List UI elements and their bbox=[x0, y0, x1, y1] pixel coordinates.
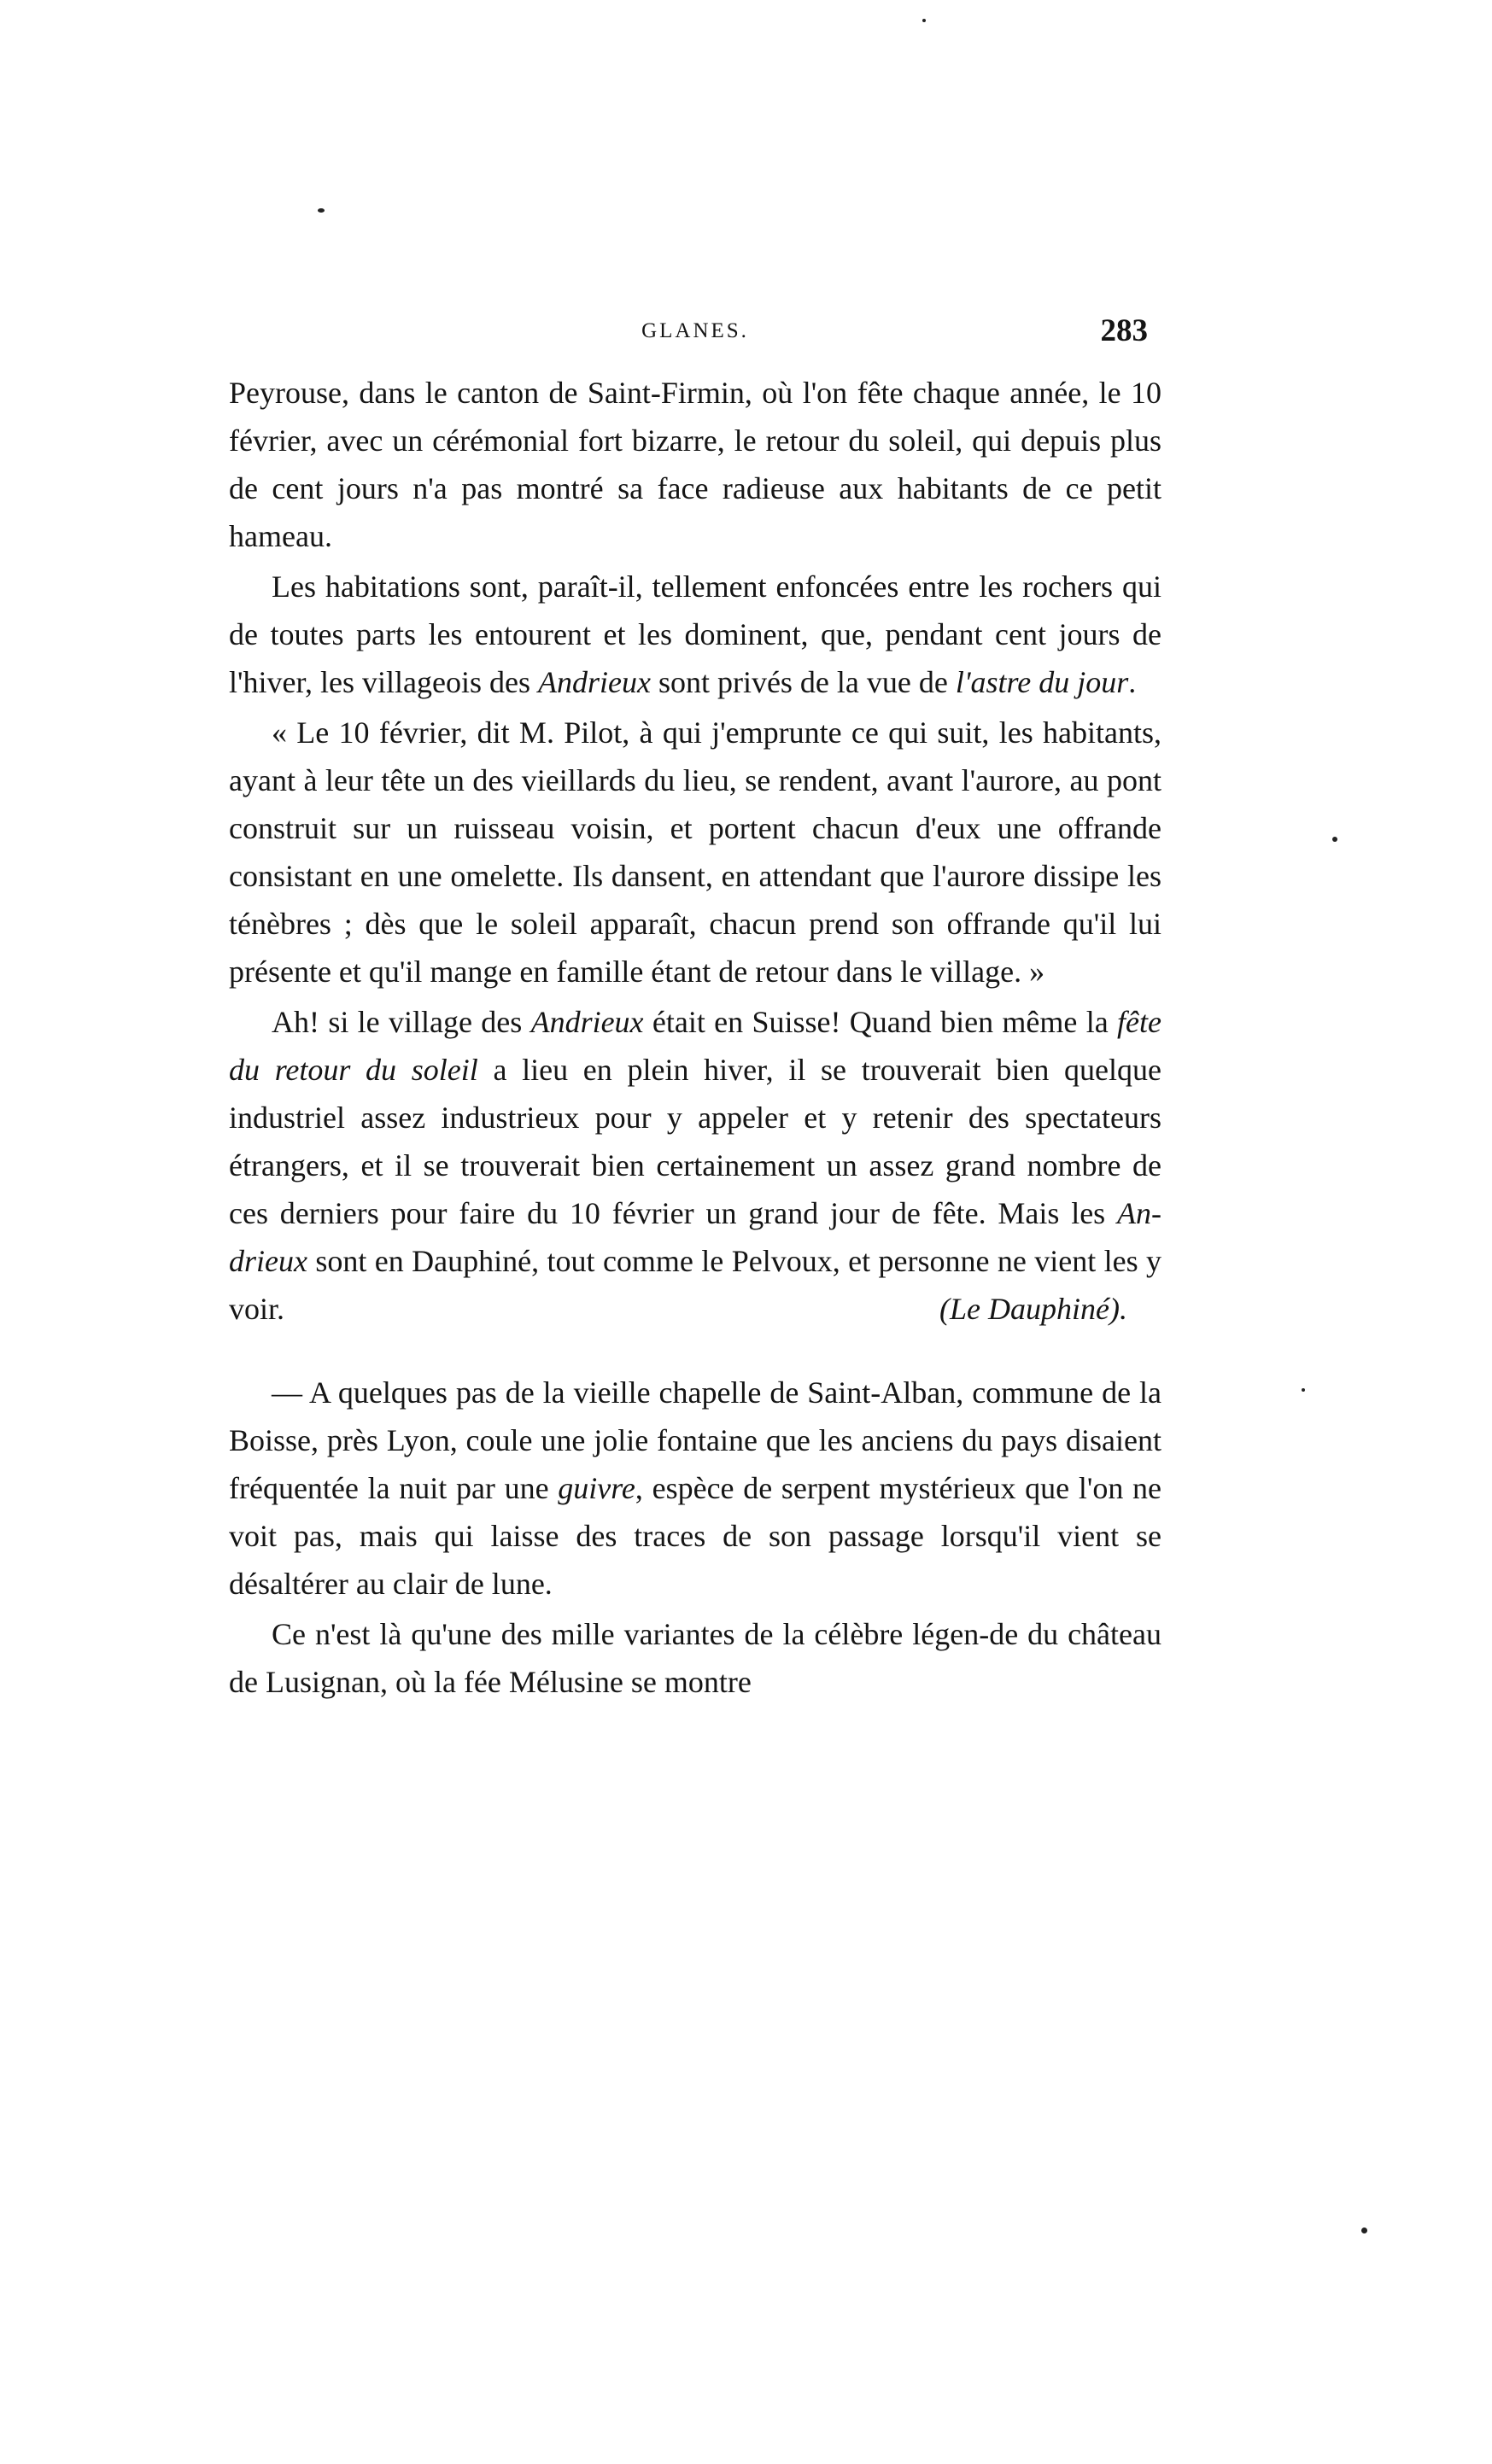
text-run: sont privés de la vue de bbox=[650, 665, 956, 699]
paragraph-peyrouse bbox=[229, 369, 1161, 560]
italic-andrieux-hyphenated: An-drieux bbox=[229, 1196, 1161, 1278]
text-run: . bbox=[1128, 665, 1137, 699]
paragraph-suisse bbox=[229, 998, 1161, 1333]
attribution-text: (Le Dauphiné). bbox=[939, 1292, 1127, 1326]
text-run: , espèce de serpent mystérieux que l'on ne voit pas, mais qui laisse des traces de son passage lorsqu'il vient se désaltérer au clair de lune. bbox=[229, 1471, 1162, 1601]
page-number: 283 bbox=[1100, 313, 1148, 348]
italic-andrieux: Andrieux bbox=[530, 1005, 644, 1039]
paragraph-quotation-pilot bbox=[229, 709, 1161, 996]
text-run: Les habitations sont, paraît-il, tellement enfoncées entre les rochers qui de toutes parts les entourent et les dominent, que, pendant cent jours de l'hiver, les villageois des bbox=[229, 569, 1161, 699]
paragraph-text: « Le 10 février, dit M. Pilot, à qui j'emprunte ce qui suit, les habitants, ayant à leur tête un des vieillards du lieu, se rendent, avant l'aurore, au pont construit sur un ruisseau voisin, et portent chacun d'eux une offrande consistant en une omelette. Ils dansent, en attendant que l'aurore dissipe les ténèbres ; dès que le soleil apparaît, chacun prend son offrande qu'il lui présente et qu'il mange en famille étant de retour dans le village. » bbox=[229, 715, 1161, 989]
scan-speck bbox=[1361, 2228, 1367, 2233]
italic-fete-du-retour: fête du retour du soleil bbox=[229, 1005, 1161, 1087]
italic-andrieux: Andrieux bbox=[537, 665, 651, 699]
scan-speck bbox=[318, 208, 325, 213]
text-run: a lieu en plein hiver, il se trouverait bien quelque industriel assez industrieux pour y appeler et y retenir des spectateurs étrangers, et il se trouverait bien certainement un assez grand nombre de ces derniers pour faire du 10 février un grand jour de fête. Mais les bbox=[229, 1053, 1161, 1230]
scan-speck bbox=[1332, 837, 1337, 842]
text-run: sont en Dauphiné, tout comme le Pelvoux, et personne ne vient les y voir. bbox=[229, 1244, 1161, 1326]
italic-astre-du-jour: l'astre du jour bbox=[955, 665, 1129, 699]
paragraph-lusignan bbox=[229, 1610, 1161, 1706]
paragraph-text: Ce n'est là qu'une des mille variantes de la célèbre légen-de du château de Lusignan, où la fée Mélusine se montre bbox=[229, 1617, 1161, 1699]
running-header bbox=[229, 313, 1161, 359]
body-text bbox=[229, 369, 1161, 1706]
italic-guivre: guivre bbox=[558, 1471, 635, 1505]
scan-speck bbox=[1302, 1388, 1305, 1392]
text-run: — A quelques pas de la vieille chapelle de Saint-Alban, commune de la Boisse, près Lyon, coule une jolie fontaine que les anciens du pays disaient fréquentée la nuit par une bbox=[229, 1375, 1161, 1505]
text-run: était en Suisse! Quand bien même la bbox=[643, 1005, 1118, 1039]
scan-speck bbox=[922, 19, 926, 22]
paragraph-text: Peyrouse, dans le canton de Saint-Firmin, où l'on fête chaque année, le 10 février, avec un cérémonial fort bizarre, le retour du soleil, qui depuis plus de cent jours n'a pas montré sa face radieuse aux habitants de ce petit hameau. bbox=[229, 376, 1161, 553]
running-title: GLANES. bbox=[641, 319, 749, 342]
paragraph-saint-alban bbox=[229, 1369, 1161, 1608]
source-attribution bbox=[897, 1285, 1127, 1333]
text-run: Ah! si le village des bbox=[272, 1005, 531, 1039]
paragraph-habitations bbox=[229, 563, 1161, 706]
